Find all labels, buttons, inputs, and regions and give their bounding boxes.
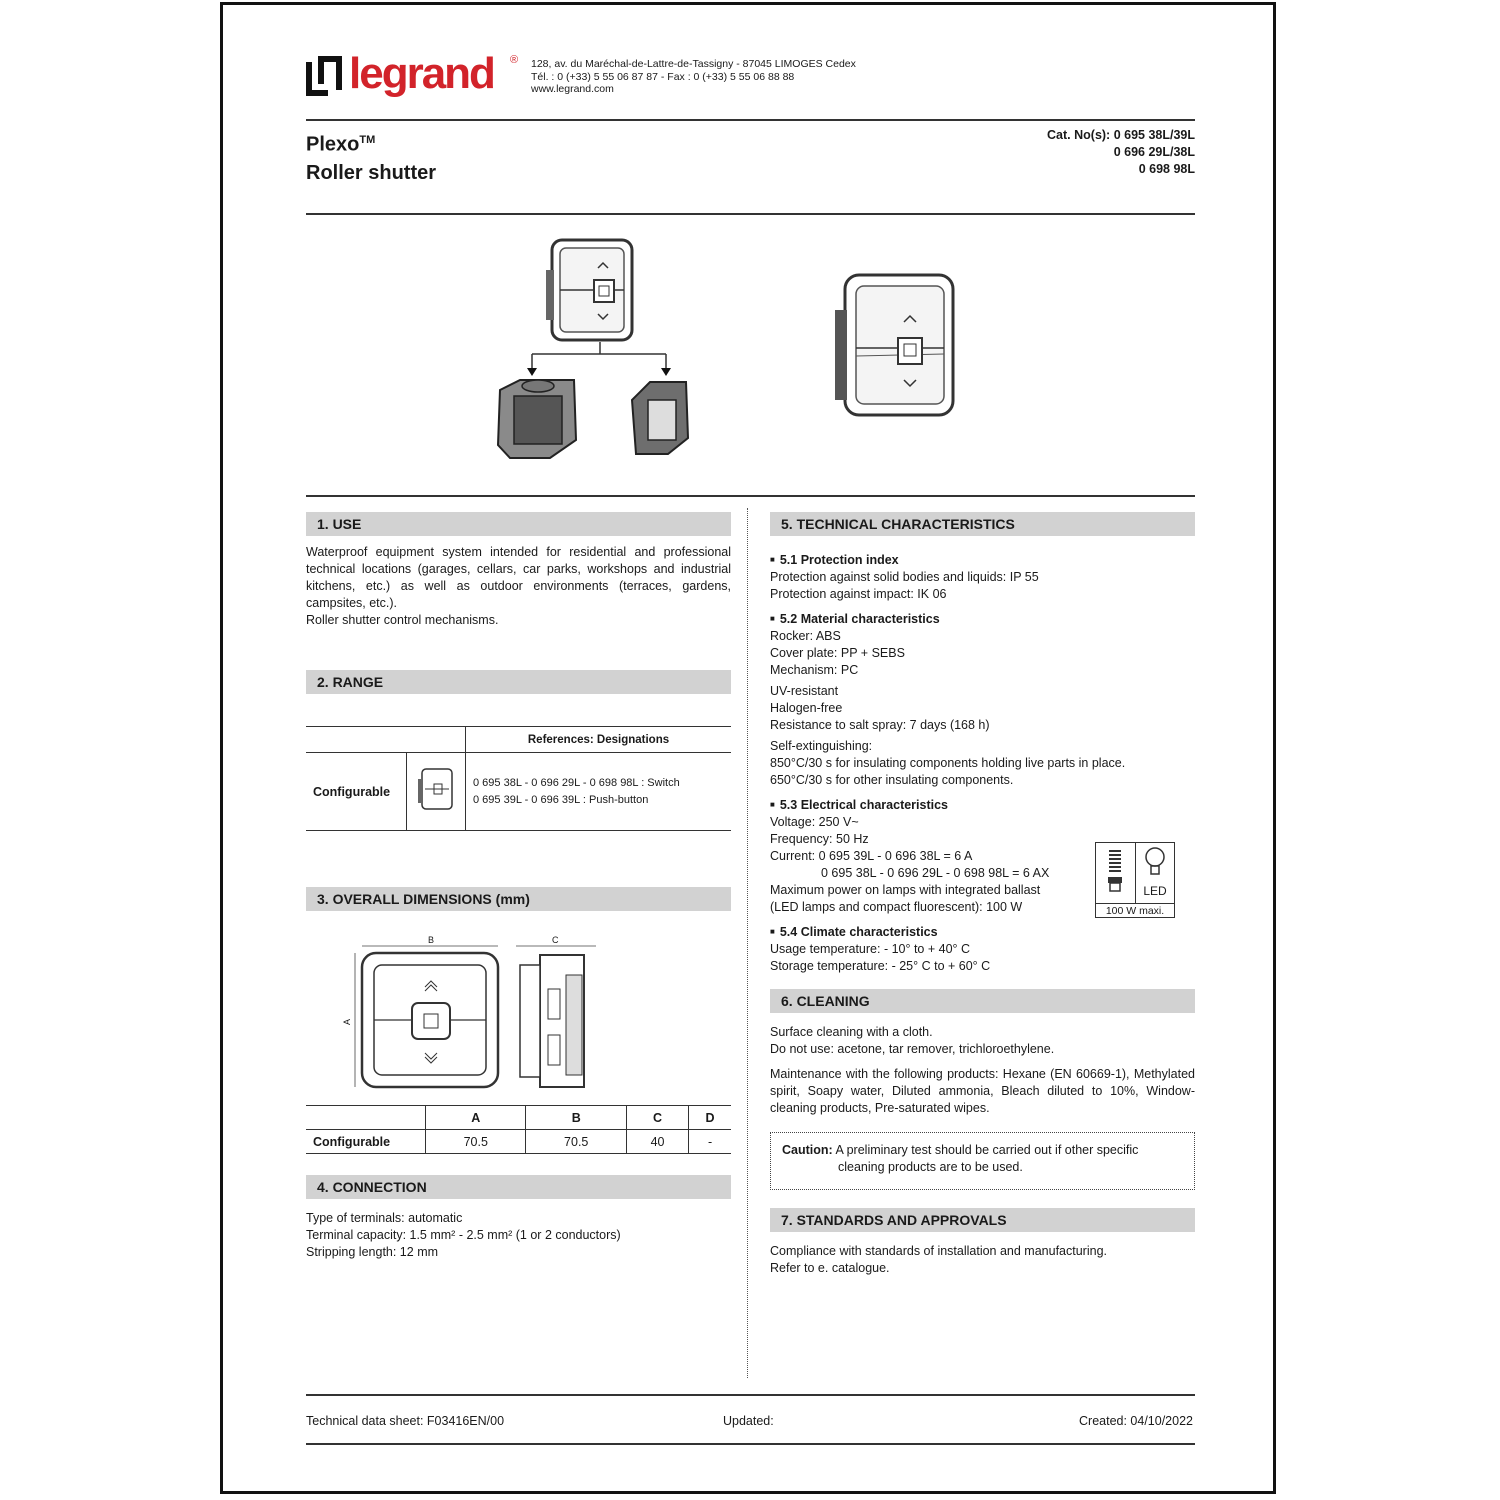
caution-text: A preliminary test should be carried out if other specific [835, 1143, 1139, 1157]
content-divider [306, 495, 1195, 497]
material-title: ■ 5.2 Material characteristics [770, 610, 1195, 628]
product-illustration [490, 230, 990, 470]
stripping-length: Stripping length: 12 mm [306, 1245, 439, 1259]
max-power-label: 100 W maxi. [1096, 903, 1174, 919]
dim-label-c: C [552, 935, 559, 945]
footer-updated: Updated: [723, 1414, 774, 1428]
electrical-title: ■ 5.3 Electrical characteristics [770, 796, 1195, 814]
connection-text [306, 1210, 621, 1261]
trademark: TM [359, 134, 376, 146]
dim-header-d: D [689, 1106, 731, 1130]
designation-switch: 0 695 38L - 0 696 29L - 0 698 98L : Switch [473, 776, 680, 789]
use-text [306, 544, 731, 629]
section-technical-heading: 5. TECHNICAL CHARACTERISTICS [770, 512, 1195, 536]
title-divider [306, 213, 1195, 215]
material-850: 850°C/30 s for insulating components holding live parts in place. [770, 756, 1126, 770]
range-table [306, 726, 731, 831]
dim-label-a: A [342, 1018, 353, 1026]
climate-title: ■ 5.4 Climate characteristics [770, 923, 1195, 941]
dim-value-d: - [689, 1130, 731, 1154]
caution-box [770, 1132, 1195, 1190]
cleaning-text [770, 1024, 1195, 1117]
surface-box-icon [498, 380, 576, 458]
use-paragraph: Waterproof equipment system intended for residential and professional technical locations (garages, cellars, car parks, workshops and industrial kitchens, etc.) as well as outdoor environments (terraces, gardens, campsites, etc.). [306, 545, 731, 610]
product-title-block [306, 126, 436, 187]
range-row-label: Configurable [313, 784, 391, 799]
terminal-type: Type of terminals: automatic [306, 1211, 463, 1225]
dim-label-b: B [428, 935, 435, 945]
electrical-frequency: Frequency: 50 Hz [770, 832, 869, 846]
dim-header-a: A [426, 1106, 526, 1130]
electrical-max-power: Maximum power on lamps with integrated ballast [770, 883, 1041, 897]
switch-mechanism-icon [546, 240, 632, 340]
caution-text-2: cleaning products are to be used. [838, 1160, 1023, 1174]
brand-wordmark: legrand [349, 49, 494, 98]
led-bulb-icon [1136, 843, 1174, 903]
company-address [531, 58, 856, 96]
electrical-led: (LED lamps and compact fluorescent): 100 W [770, 900, 1023, 914]
material-uv: UV-resistant [770, 684, 839, 698]
range-name: Plexo [306, 133, 360, 156]
dim-value-a: 70.5 [426, 1130, 526, 1154]
caution-label: Caution: [782, 1143, 833, 1157]
climate-usage: Usage temperature: - 10° to + 40° C [770, 942, 971, 956]
section-standards-heading: 7. STANDARDS AND APPROVALS [770, 1208, 1195, 1232]
range-designations [466, 753, 732, 831]
use-paragraph-2: Roller shutter control mechanisms. [306, 613, 499, 627]
dim-header-b: B [526, 1106, 626, 1130]
column-divider [747, 508, 748, 1378]
material-650: 650°C/30 s for other insulating components. [770, 773, 1014, 787]
material-cover: Cover plate: PP + SEBS [770, 646, 905, 660]
material-rocker: Rocker: ABS [770, 629, 841, 643]
dim-value-b: 70.5 [526, 1130, 626, 1154]
phone-fax-line: Tél. : 0 (+33) 5 55 06 87 87 - Fax : 0 (+33) 5 55 06 88 88 [531, 70, 795, 83]
protection-solid: Protection against solid bodies and liquids: IP 55 [770, 570, 1039, 584]
section-cleaning-heading: 6. CLEANING [770, 989, 1195, 1013]
section-connection-heading: 4. CONNECTION [306, 1175, 731, 1199]
protection-title: ■ 5.1 Protection index [770, 551, 1195, 569]
footer-bottom-divider [306, 1443, 1195, 1445]
lamp-rating-box [1095, 842, 1175, 918]
footer-sheet-number: Technical data sheet: F03416EN/00 [306, 1414, 505, 1428]
led-label: LED [1143, 884, 1167, 898]
registered-mark: ® [510, 54, 519, 66]
cat-line-1: Cat. No(s): 0 695 38L/39L [1047, 128, 1195, 142]
cat-line-2: 0 696 29L/38L [1113, 145, 1195, 159]
range-col-header: References: Designations [466, 727, 732, 753]
designation-push-button: 0 695 39L - 0 696 39L : Push-button [473, 793, 649, 806]
legrand-logo-icon [306, 56, 342, 96]
section-range-heading: 2. RANGE [306, 670, 731, 694]
standards-catalogue: Refer to e. catalogue. [770, 1261, 890, 1275]
section-use-heading: 1. USE [306, 512, 731, 536]
electrical-current-2: 0 695 38L - 0 696 29L - 0 698 98L = 6 AX [821, 866, 1050, 880]
dim-value-c: 40 [626, 1130, 688, 1154]
climate-storage: Storage temperature: - 25° C to + 60° C [770, 959, 991, 973]
cat-line-3: 0 698 98L [1138, 162, 1195, 176]
electrical-current: Current: 0 695 39L - 0 696 38L = 6 A [770, 849, 973, 863]
cleaning-maintenance: Maintenance with the following products: Hexane (EN 60669-1), Methylated spirit, Soapy water, Diluted ammonia, Bleach diluted to 10%, Window-cleaning products, Pre-saturated wipes. [770, 1067, 1195, 1115]
footer-created: Created: 04/10/2022 [1079, 1414, 1193, 1428]
electrical-voltage: Voltage: 250 V~ [770, 815, 859, 829]
footer-top-divider [306, 1394, 1195, 1396]
section-dimensions-heading: 3. OVERALL DIMENSIONS (mm) [306, 887, 731, 911]
website-link[interactable]: www.legrand.com [531, 83, 614, 95]
range-thumbnail [406, 753, 466, 831]
material-mechanism: Mechanism: PC [770, 663, 859, 677]
catalogue-numbers [1047, 127, 1195, 178]
cleaning-cloth: Surface cleaning with a cloth. [770, 1025, 933, 1039]
header-divider [306, 119, 1195, 121]
address-line: 128, av. du Maréchal-de-Lattre-de-Tassigny - 87045 LIMOGES Cedex [531, 58, 856, 70]
roller-shutter-mechanism-icon [835, 275, 953, 415]
standards-text [770, 1243, 1107, 1277]
dim-row-label: Configurable [313, 1134, 391, 1149]
terminal-capacity: Terminal capacity: 1.5 mm² - 2.5 mm² (1 or 2 conductors) [306, 1228, 621, 1242]
cleaning-do-not-use: Do not use: acetone, tar remover, trichloroethylene. [770, 1042, 1055, 1056]
dim-header-c: C [626, 1106, 688, 1130]
flush-box-icon [632, 382, 688, 454]
product-title: Roller shutter [306, 161, 437, 184]
dimension-drawing [340, 935, 610, 1095]
dimensions-table [306, 1105, 731, 1154]
standards-compliance: Compliance with standards of installation and manufacturing. [770, 1244, 1107, 1258]
cfl-icon [1096, 843, 1136, 903]
material-self-ext: Self-extinguishing: [770, 739, 873, 753]
mechanism-thumbnail-icon [416, 767, 456, 813]
material-salt: Resistance to salt spray: 7 days (168 h) [770, 718, 990, 732]
material-halogen: Halogen-free [770, 701, 843, 715]
protection-impact: Protection against impact: IK 06 [770, 587, 947, 601]
